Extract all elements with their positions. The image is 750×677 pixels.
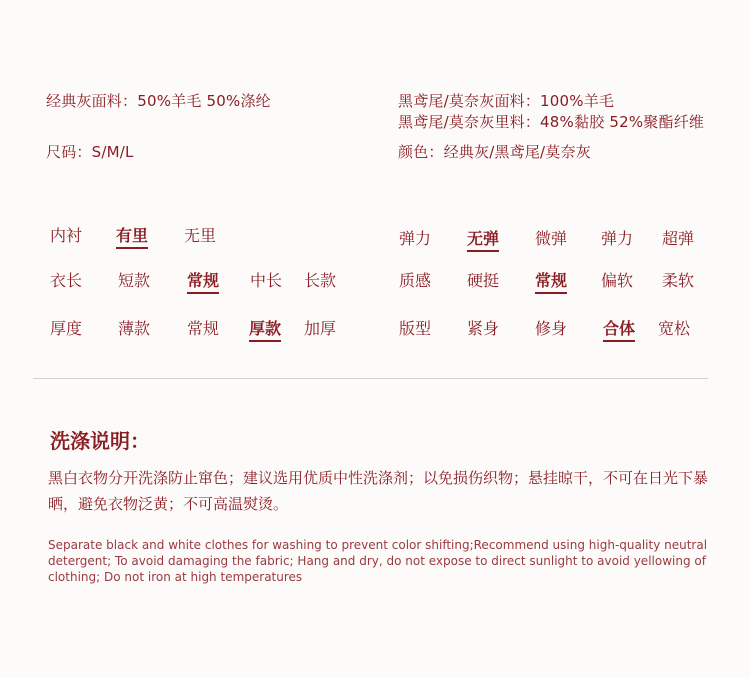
attr-label-texture: 质感 [399, 271, 432, 290]
attr-option: 加厚 [304, 319, 337, 338]
attr-option: 中长 [250, 271, 283, 290]
attr-option: 硬挺 [467, 271, 500, 290]
attr-option: 无里 [184, 226, 217, 245]
attr-label-lining: 内衬 [50, 226, 83, 245]
attr-option: 紧身 [467, 319, 500, 338]
attr-option-texture-selected: 常规 [535, 268, 567, 294]
attr-option-lining-selected: 有里 [116, 223, 148, 249]
attr-option: 薄款 [118, 319, 151, 338]
attr-option-length-selected: 常规 [187, 268, 219, 294]
attr-option: 微弹 [535, 229, 568, 248]
size-spec: 尺码：S/M/L [46, 143, 134, 161]
care-text-en: Separate black and white clothes for washing to prevent color shifting;Recommend using high-quality neutral detergent; To avoid damaging the fabric; Hang and dry, do not expose to direct sunlight to avoid yellowing of clothing; Do not iron at high temperatures [48, 538, 708, 584]
care-text-cn: 黑白衣物分开洗涤防止窜色；建议选用优质中性洗涤剂；以免损伤织物；悬挂晾干，不可在日光下暴晒，避免衣物泛黄；不可高温熨烫。 [48, 469, 709, 513]
attr-option: 长款 [304, 271, 337, 290]
attr-option: 柔软 [662, 271, 695, 290]
attr-option: 超弹 [662, 229, 695, 248]
attr-label-length: 衣长 [50, 271, 83, 290]
attr-label-fit: 版型 [399, 319, 432, 338]
attr-option: 常规 [187, 319, 220, 338]
attr-option: 修身 [535, 319, 568, 338]
section-divider [33, 378, 708, 379]
fabric-grey-spec: 经典灰面料：50%羊毛 50%涤纶 [46, 92, 271, 110]
attr-option-fit-selected: 合体 [603, 316, 635, 342]
color-spec: 颜色：经典灰/黑鸢尾/莫奈灰 [398, 143, 591, 161]
care-title: 洗涤说明： [50, 429, 150, 453]
lining-black-spec: 黑鸢尾/莫奈灰里料：48%黏胶 52%聚酯纤维 [398, 113, 705, 131]
attr-option: 宽松 [658, 319, 691, 338]
attr-label-thickness: 厚度 [50, 319, 83, 338]
attr-label-elasticity: 弹力 [399, 229, 432, 248]
attr-option-elasticity-selected: 无弹 [467, 226, 499, 252]
attr-option-thickness-selected: 厚款 [249, 316, 281, 342]
attr-option: 弹力 [601, 229, 634, 248]
fabric-black-spec: 黑鸢尾/莫奈灰面料：100%羊毛 [398, 92, 615, 110]
attr-option: 短款 [118, 271, 151, 290]
attr-option: 偏软 [601, 271, 634, 290]
